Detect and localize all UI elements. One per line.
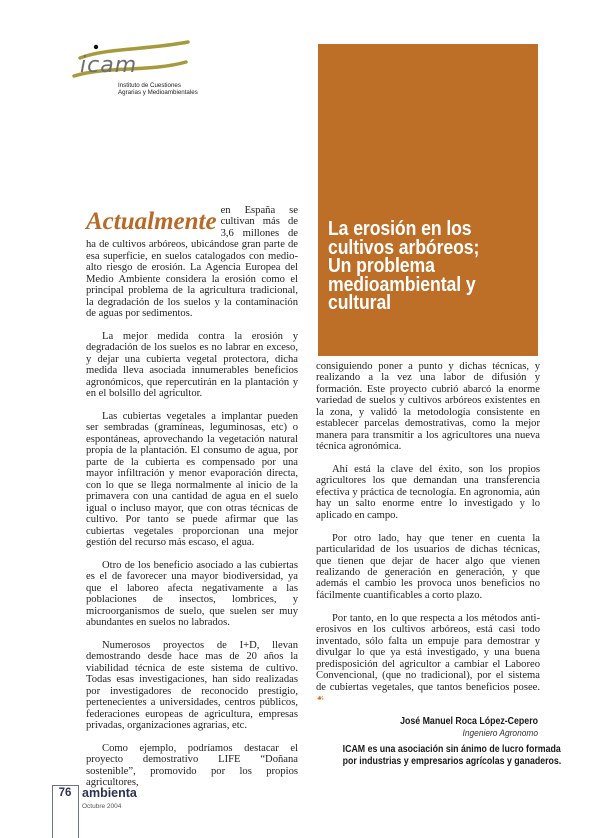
paragraph-text: Por tanto, en lo que respecta a los métodos anti-erosivos en los cultivos arbóreos, está casi todo inventado, sólo falta un empuje para demostrar y divulgar lo que ya está investigado, y una buena predisposición del agricultor a cambiar el Laboreo Convencional, (que no tradicional), por el sistema de cubiertas vegetales, que tantos beneficios posee. [316,612,540,693]
right-column [316,361,540,717]
paragraph: Como ejemplo, podríamos destacar el proyecto demostrativo LIFE “Doñana sostenible”, promovido por los propios agricultores, [86,742,298,789]
paragraph: consiguiendo poner a punto y dichas técnicas, y realizando a la vez una labor de difusión y formación. Este proyecto cubrió abarcó la enorme variedad de suelos y cultivos arbóreos existentes en la zona, y validó la metodología consistente en establecer parcelas demostrativas, como la mejor manera para transmitir a los agricultores una nueva técnica agronómica. [316,361,540,453]
logo-subtitle-line: Instituto de Cuestiones [118,82,181,89]
issue-date: Octubre 2004 [82,803,122,810]
paragraph: Las cubiertas vegetales a implantar pueden ser sembradas (gramíneas, leguminosas, etc) o espontáneas, aprovechando la vegetación natural propia de la plantación. El consumo de agua, por parte de la cubierta es compensado por una mayor infiltración y menor evaporación directa, con lo que se llega normalmente al inicio de la primavera con una cantidad de agua en el suelo igual o incluso mayor, que con otras técnicas de cultivo. Por tanto se puede afirmar que las cubiertas vegetales proporcionan una mejor gestión del recurso más escaso, el agua. [86,411,298,549]
title-line: medioambiental y [328,272,476,296]
svg-text:icam: icam [80,53,138,78]
paragraph: La mejor medida contra la erosión y degradación de los suelos es no labrar en exceso, y dejar una cubierta vegetal protectora, dicha medida lleva asociada innumerables beneficios agronómicos, que repercutirán en la plantación y en el bolsillo del agricultor. [86,330,298,400]
title-line: Un problema [328,254,435,277]
dropcap-word: Actualmente [86,208,217,235]
paragraph [86,205,298,320]
left-column [86,205,298,800]
icam-note [342,744,562,767]
paragraph: Numerosos proyectos de I+D, llevan demostrando desde hace mas de 20 años la viabilidad técnica de este sistema de cultivo. Todas esas investigaciones, han sido realizadas por investigadores de reconocido prestigio, pertenecientes a universidades, centros públicos, federaciones europeas de agricultura, empresas privadas, organizaciones agrarias, etc. [86,639,298,732]
icam-logo-icon [66,36,196,86]
page-number: 76 [58,787,72,799]
logo-subtitle-line: Agrarias y Medioambientales [118,89,198,97]
title-box [318,44,538,356]
note-line: por industrias y empresarios agrícolas y ganaderos. [342,755,562,767]
paragraph: Ahí está la clave del éxito, son los propios agricultores los que demandan una transferencia efectiva y práctica de tecnología. En agronomia, aún hay un salto enorme entre lo investigado y lo aplicado en campo. [316,464,540,521]
author-role: Ingeniero Agronomo [462,728,538,739]
note-line: ICAM es una asociación sin ánimo de lucro formada [342,744,561,755]
magazine-name: ambienta [82,786,137,800]
author-name: José Manuel Roca López-Cepero [400,716,538,727]
paragraph [316,613,540,706]
paragraph: Por otro lado, hay que tener en cuenta la particularidad de los usuarios de dichas técnicas, que tienen que dejar de hacer algo que vienen realizando de generación en generación, y que además el cambio les provoca unos beneficios no fácilmente cuantificables a corto plazo. [316,532,540,601]
title-line: La erosión en los [328,217,472,240]
end-mark-icon: ☙ [316,693,325,704]
icam-logo [66,36,196,106]
logo-subtitle [118,82,198,97]
article-title [328,217,509,314]
title-line: cultivos arbóreos; [328,235,480,259]
paragraph: Otro de los beneficio asociado a las cubiertas es el de favorecer una mayor biodiversidad, ya que el laboreo afecta negativamente a las poblaciones de insectos, lombrices, y microorganismos de suelo, que suelen ser muy abundantes en suelos no labrados. [86,559,298,629]
title-line: cultural [328,291,391,314]
paragraph-text: en España se cultivan más de 3,6 millones de ha de cultivos arbóreos, ubicándose gran parte de esa superficie, en suelos catalogados con medio-alto riesgo de erosión. La Agencia Europea del Medio Ambiente considera la erosión como el principal problema de la agricultura tradicional, la degradación de los suelos y la contaminación de aguas por sedimentos. [86,205,298,320]
